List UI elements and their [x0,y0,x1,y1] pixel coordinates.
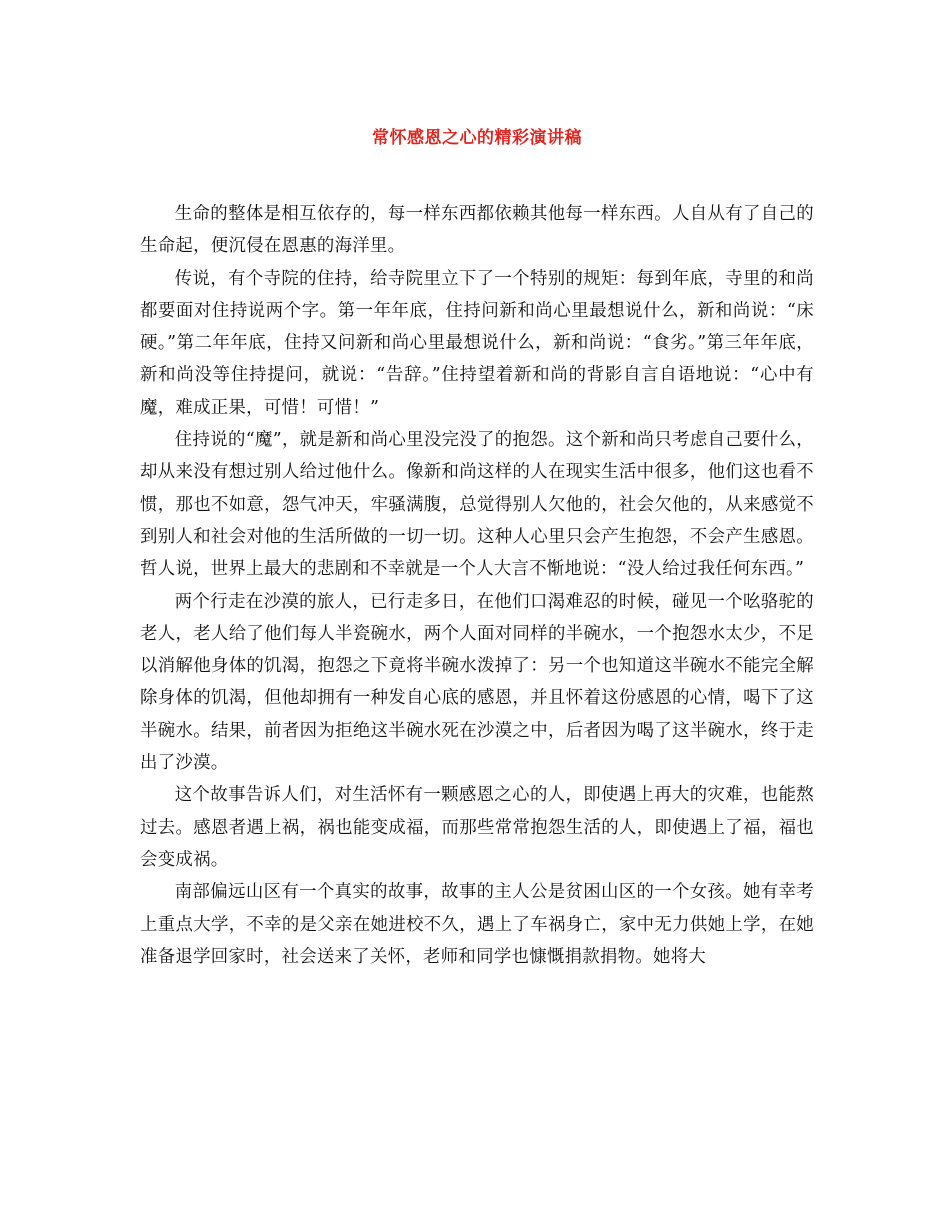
paragraph-4: 两个行走在沙漠的旅人，已行走多日，在他们口渴难忍的时候，碰见一个吆骆驼的老人，老人给了他们每人半瓷碗水，两个人面对同样的半碗水，一个抱怨水太少，不足以消解他身体的饥渴，抱怨之下竟将半碗水泼掉了：另一个也知道这半碗水不能完全解除身体的饥渴，但他却拥有一种发自心底的感恩，并且怀着这份感恩的心情，喝下了这半碗水。结果，前者因为拒绝这半碗水死在沙漠之中，后者因为喝了这半碗水，终于走出了沙漠。 [140,591,814,774]
paragraph-5: 这个故事告诉人们，对生活怀有一颗感恩之心的人，即使遇上再大的灾难，也能熬过去。感恩者遇上祸，祸也能变成福，而那些常常抱怨生活的人，即使遇上了福，福也会变成祸。 [140,785,814,870]
paragraph-3: 住持说的“魔”，就是新和尚心里没完没了的抱怨。这个新和尚只考虑自己要什么，却从来没有想过别人给过他什么。像新和尚这样的人在现实生活中很多，他们这也看不惯，那也不如意，怨气冲天，牢骚满腹，总觉得别人欠他的，社会欠他的，从来感觉不到别人和社会对他的生活所做的一切一切。这种人心里只会产生抱怨，不会产生感恩。哲人说，世界上最大的悲剧和不幸就是一个人大言不惭地说：“没人给过我任何东西。” [140,430,814,580]
page-title: 常怀感恩之心的精彩演讲稿 [372,128,582,148]
document-body [140,198,814,973]
paragraph-2: 传说，有个寺院的住持，给寺院里立下了一个特别的规矩：每到年底，寺里的和尚都要面对住持说两个字。第一年年底，住持问新和尚心里最想说什么，新和尚说：“床硬。”第二年年底，住持又问新和尚心里最想说什么，新和尚说：“食劣。”第三年年底，新和尚没等住持提问，就说：“告辞。”住持望着新和尚的背影自言自语地说：“心中有魔，难成正果，可惜！可惜！” [140,268,814,418]
paragraph-6: 南部偏远山区有一个真实的故事，故事的主人公是贫困山区的一个女孩。她有幸考上重点大学，不幸的是父亲在她进校不久，遇上了车祸身亡，家中无力供她上学，在她准备退学回家时，社会送来了关怀，老师和同学也慷慨捐款捐物。她将大 [140,882,814,967]
paragraph-1: 生命的整体是相互依存的，每一样东西都依赖其他每一样东西。人自从有了自己的生命起，便沉侵在恩惠的海洋里。 [140,204,814,257]
